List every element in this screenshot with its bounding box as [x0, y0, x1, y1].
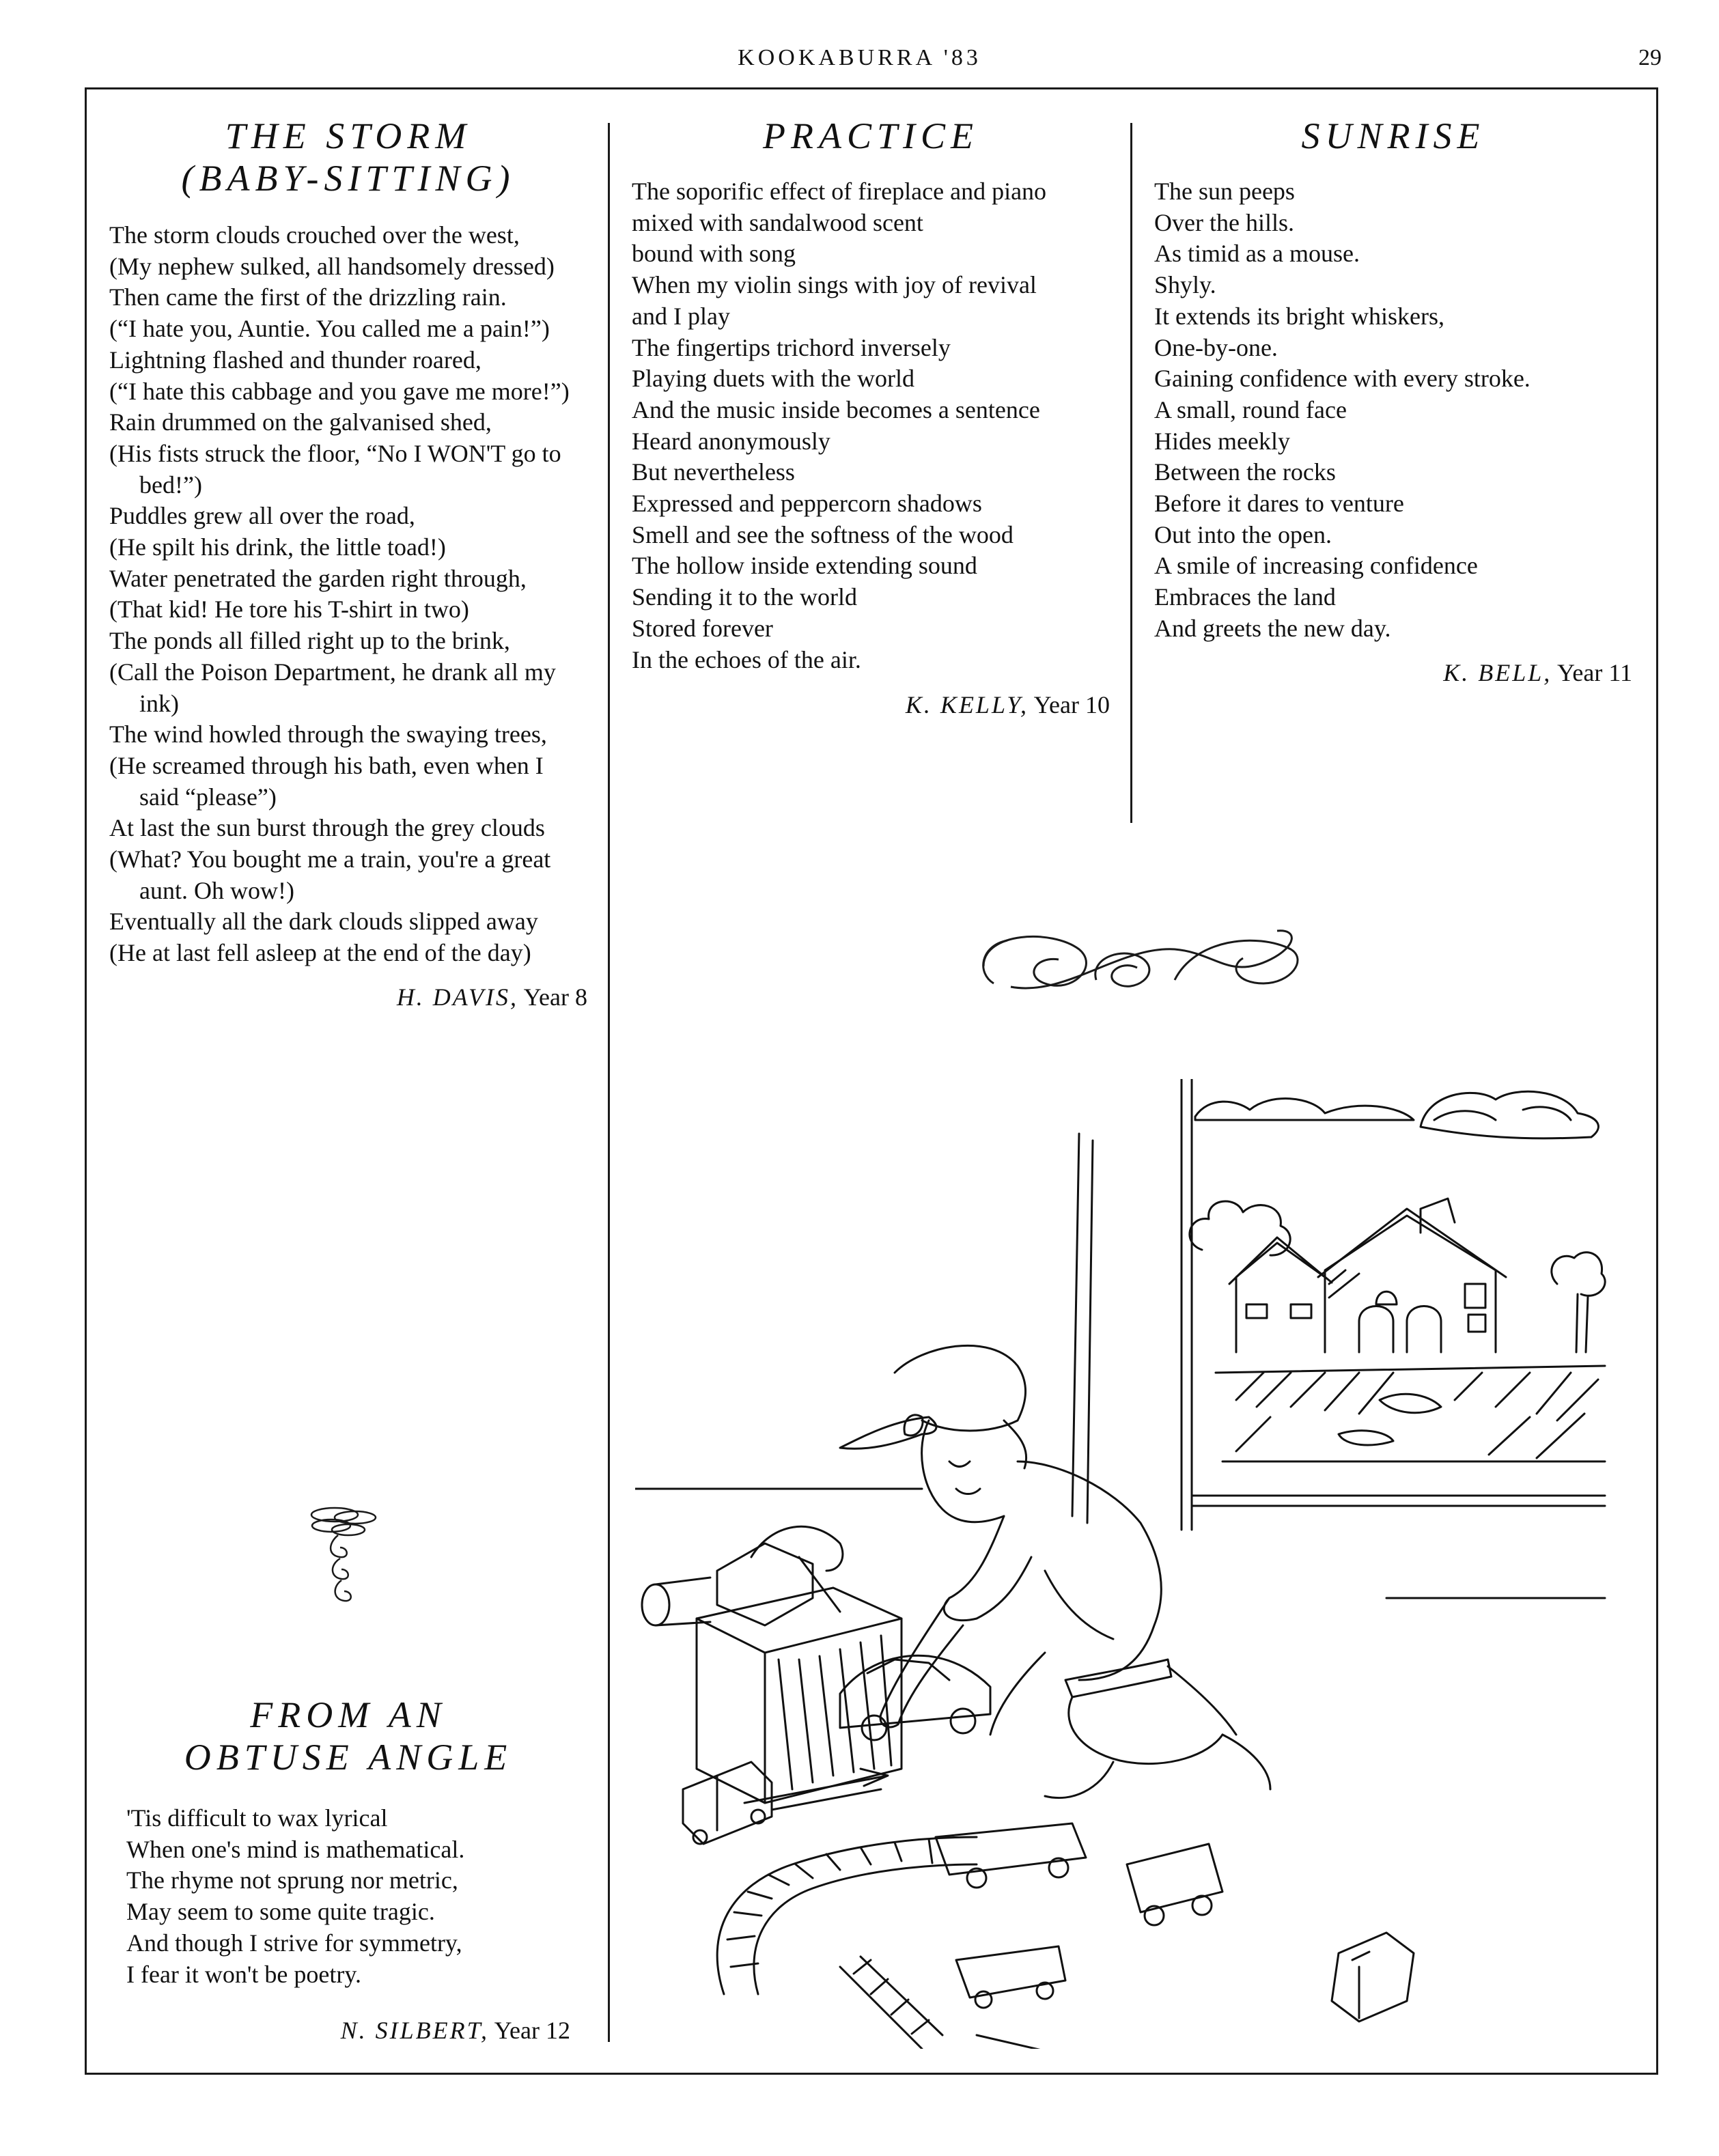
- poem-line: A smile of increasing confidence: [1154, 552, 1478, 580]
- running-head: KOOKABURRA '83: [738, 45, 981, 70]
- author-year: Year 10: [1033, 691, 1110, 719]
- poem-byline: [109, 981, 587, 1013]
- page-number: 29: [1638, 45, 1662, 70]
- poem-byline: [1154, 657, 1632, 688]
- poem-line: (He screamed through his bath, even when I said “please”): [109, 751, 544, 811]
- title-line: OBTUSE ANGLE: [184, 1737, 513, 1778]
- poem-line: Over the hills.: [1154, 208, 1294, 236]
- poem-line: I fear it won't be poetry.: [126, 1960, 362, 1988]
- column-rule-right: [1130, 123, 1132, 823]
- poem-line: (He spilt his drink, the little toad!): [109, 533, 446, 561]
- poem-line: The soporific effect of fireplace and piano: [632, 178, 1047, 205]
- poem-from-an-obtuse-angle: [126, 1694, 570, 2046]
- poem-line: In the echoes of the air.: [632, 645, 861, 673]
- poem-line: When one's mind is mathematical.: [126, 1835, 465, 1863]
- poem-line: and I play: [632, 302, 730, 330]
- poem-line: May seem to some quite tragic.: [126, 1898, 435, 1926]
- flourish-ornament: [970, 919, 1311, 1007]
- poem-line: At last the sun burst through the grey clouds: [109, 814, 545, 842]
- poem-line: One-by-one.: [1154, 333, 1278, 361]
- poem-line: (“I hate you, Auntie. You called me a pain!”): [109, 315, 550, 343]
- poem-line: Sending it to the world: [632, 583, 857, 611]
- poem-line: But nevertheless: [632, 458, 795, 486]
- title-line: (BABY-SITTING): [181, 158, 516, 199]
- poem-line: Shyly.: [1154, 271, 1216, 299]
- poem-line: Smell and see the softness of the wood: [632, 520, 1014, 548]
- author-year: Year 11: [1556, 658, 1632, 686]
- poem-line: Hides meekly: [1154, 427, 1290, 455]
- poem-line: 'Tis difficult to wax lyrical: [126, 1804, 388, 1832]
- poem-line: Then came the first of the drizzling rain.: [109, 283, 507, 311]
- poem-title: [1154, 115, 1632, 157]
- poem-line: (He at last fell asleep at the end of the day): [109, 939, 531, 967]
- poem-title: [632, 115, 1110, 157]
- poem-line: When my violin sings with joy of revival: [632, 271, 1037, 299]
- title-line: FROM AN: [250, 1694, 447, 1735]
- poem-byline: [632, 689, 1110, 720]
- poem-lines: [126, 1803, 570, 1990]
- poem-line: And the music inside becomes a sentence: [632, 395, 1040, 423]
- poem-line: The fingertips trichord inversely: [632, 333, 951, 361]
- poem-title: [126, 1694, 570, 1778]
- poem-line: Water penetrated the garden right through,: [109, 564, 527, 592]
- author-name: H. DAVIS,: [396, 983, 518, 1011]
- author-name: K. KELLY,: [905, 691, 1029, 719]
- poem-line: Puddles grew all over the road,: [109, 502, 415, 530]
- poem-line: Expressed and peppercorn shadows: [632, 490, 982, 518]
- poem-line: mixed with sandalwood scent: [632, 208, 923, 236]
- curl-ornament: [301, 1502, 396, 1612]
- poem-line: Rain drummed on the galvanised shed,: [109, 408, 492, 436]
- poem-line: Gaining confidence with every stroke.: [1154, 365, 1531, 393]
- author-year: Year 12: [494, 2017, 570, 2045]
- poem-line: bound with song: [632, 240, 796, 268]
- poem-byline: [126, 2015, 570, 2046]
- poem-line: A small, round face: [1154, 395, 1347, 423]
- poem-line: Lightning flashed and thunder roared,: [109, 346, 481, 374]
- poem-line: The ponds all filled right up to the brink,: [109, 627, 510, 655]
- author-name: N. SILBERT,: [340, 2017, 489, 2045]
- poem-sunrise: [1154, 115, 1632, 688]
- poem-line: Between the rocks: [1154, 458, 1336, 486]
- poem-line: The rhyme not sprung nor metric,: [126, 1866, 458, 1894]
- column-rule-left: [608, 123, 610, 2042]
- poem-line: Stored forever: [632, 614, 773, 642]
- poem-line: The storm clouds crouched over the west,: [109, 221, 520, 249]
- author-year: Year 8: [523, 983, 587, 1011]
- poem-line: As timid as a mouse.: [1154, 240, 1360, 268]
- title-line: SUNRISE: [1301, 115, 1485, 156]
- poem-line: (Call the Poison Department, he drank all my ink): [109, 658, 556, 717]
- poem-line: (That kid! He tore his T-shirt in two): [109, 596, 469, 624]
- poem-line: (His fists struck the floor, “No I WON'T go to bed!”): [109, 439, 561, 499]
- poem-line: And though I strive for symmetry,: [126, 1929, 462, 1957]
- poem-line: It extends its bright whiskers,: [1154, 302, 1444, 330]
- poem-lines: [109, 220, 587, 969]
- author-name: K. BELL,: [1443, 658, 1552, 686]
- poem-line: Heard anonymously: [632, 427, 830, 455]
- poem-title: [109, 115, 587, 199]
- poem-the-storm: [109, 115, 587, 1013]
- poem-line: (What? You bought me a train, you're a great aunt. Oh wow!): [109, 845, 551, 904]
- poem-line: Out into the open.: [1154, 520, 1332, 548]
- illustration-child-playing-with-train: [635, 1079, 1625, 2049]
- poem-line: The hollow inside extending sound: [632, 552, 977, 580]
- poem-practice: [632, 115, 1110, 720]
- poem-line: (“I hate this cabbage and you gave me more!”): [109, 377, 570, 405]
- poem-line: Eventually all the dark clouds slipped away: [109, 908, 538, 936]
- poem-lines: [632, 176, 1110, 675]
- title-line: PRACTICE: [763, 115, 979, 156]
- poem-line: Playing duets with the world: [632, 365, 914, 393]
- poem-line: Before it dares to venture: [1154, 490, 1404, 518]
- poem-lines: [1154, 176, 1632, 645]
- poem-line: The sun peeps: [1154, 178, 1295, 205]
- poem-line: (My nephew sulked, all handsomely dressed): [109, 252, 555, 280]
- poem-line: The wind howled through the swaying trees,: [109, 720, 547, 748]
- poem-line: Embraces the land: [1154, 583, 1336, 611]
- poem-line: And greets the new day.: [1154, 614, 1391, 642]
- title-line: THE STORM: [225, 115, 472, 156]
